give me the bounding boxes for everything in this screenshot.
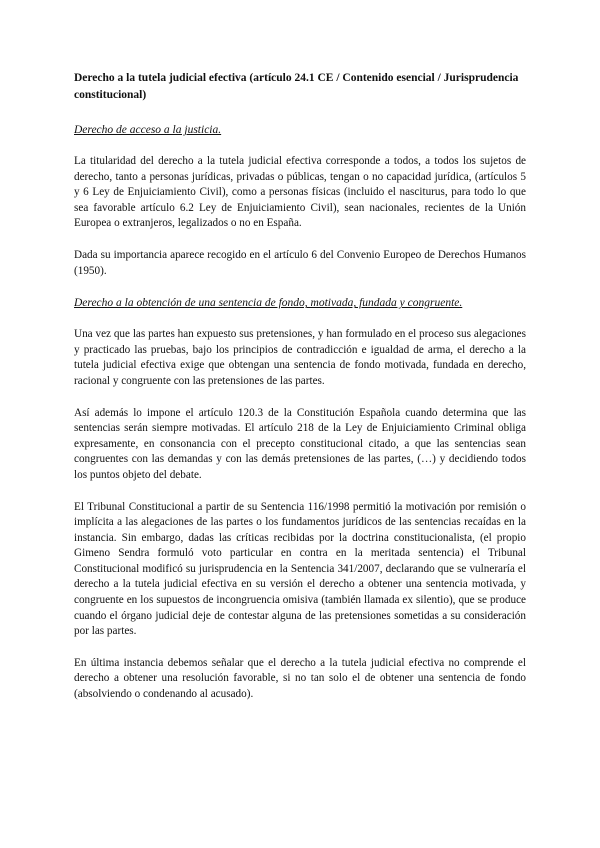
section-heading-acceso: Derecho de acceso a la justicia. <box>74 124 222 136</box>
document-title: Derecho a la tutela judicial efectiva (artículo 24.1 CE / Contenido esencial / Jurisprudencia constitucional) <box>74 72 519 101</box>
paragraph-convenio-europeo: Dada su importancia aparece recogido en el artículo 6 del Convenio Europeo de Derechos Humanos (1950). <box>74 248 526 277</box>
paragraph-tribunal-constitucional: El Tribunal Constitucional a partir de su Sentencia 116/1998 permitió la motivación por remisión o implícita a las alegaciones de las partes o los fundamentos jurídicos de las sentencias recaídas en la instancia. Sin embargo, dadas las críticas recibidas por la doctrina constitucionalista, (el propio Gimeno Sendra formuló voto particular en contra en la meritada sentencia) el Tribunal Constitucional modificó su jurisprudencia en la Sentencia 341/2007, declarando que se vulneraría el derecho a la tutela judicial efectiva en su versión el derecho a obtener una sentencia motivada, y congruente en los supuestos de incongruencia omisiva (también llamada ex silentio), que se produce cuando el órgano judicial deje de contestar alguna de las pretensiones sometidas a su consideración por las partes. <box>74 500 526 638</box>
section-heading-sentencia: Derecho a la obtención de una sentencia de fondo, motivada, fundada y congruente. <box>74 297 463 310</box>
paragraph-ultima-instancia: En última instancia debemos señalar que el derecho a la tutela judicial efectiva no comprende el derecho a obtener una resolución favorable, si no tan solo el de obtener una sentencia de fondo (absolviendo o condenando al acusado). <box>74 656 526 701</box>
document-page <box>74 70 526 719</box>
paragraph-titularidad: La titularidad del derecho a la tutela judicial efectiva corresponde a todos, a todos los sujetos de derecho, tanto a personas jurídicas, privadas o públicas, tengan o no capacidad jurídica, (artículos 5 y 6 Ley de Enjuiciamiento Civil), como a personas físicas (incluido el nasciturus, para todo lo que sea favorable artículo 6.2 Ley de Enjuiciamiento Civil), sean nacionales, recientes de la Unión Europea o extranjeros, legalizados o no en España. <box>74 155 526 230</box>
paragraph-articulo-120: Así además lo impone el artículo 120.3 de la Constitución Española cuando determina que las sentencias serán siempre motivadas. El artículo 218 de la Ley de Enjuiciamiento Criminal obliga expresamente, en consonancia con el precepto constitucional citado, a que las sentencias sean congruentes con las demandas y con las demás pretensiones de las partes, (…) y decidiendo todos los puntos objeto del debate. <box>74 406 526 481</box>
paragraph-pretensiones: Una vez que las partes han expuesto sus pretensiones, y han formulado en el proceso sus alegaciones y practicado las pruebas, bajo los principios de contradicción e igualdad de arma, el derecho a la tutela judicial efectiva exige que obtengan una sentencia de fondo motivada, fundada en derecho, racional y congruente con las pretensiones de las partes. <box>74 328 526 387</box>
